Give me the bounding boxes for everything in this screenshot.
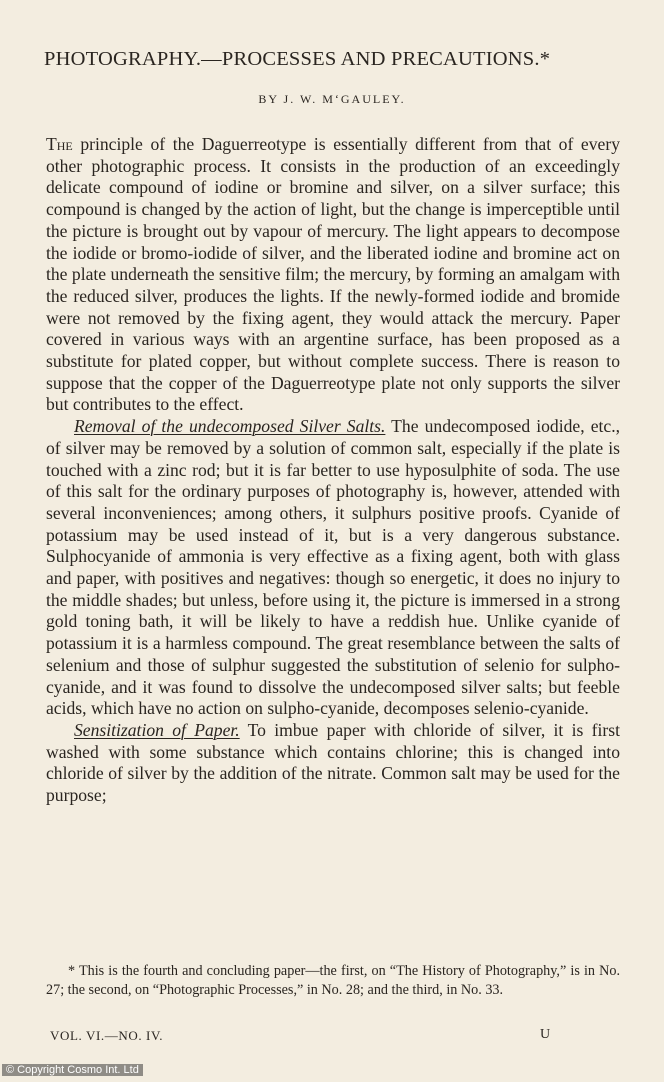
signature-mark: U bbox=[540, 1027, 551, 1042]
volume-signature: VOL. VI.—NO. IV. bbox=[50, 1028, 164, 1043]
section-heading-removal: Removal of the undecomposed Silver Salts. bbox=[74, 416, 386, 437]
footnote: * This is the fourth and concluding paper—the first, on “The History of Photography,” is in No. 27; the second, on “Photographic Processes,” in No. 28; and the third, in No. 33. bbox=[46, 963, 620, 998]
section-heading-sensitization: Sensitization of Paper. bbox=[74, 719, 240, 740]
paragraph-lead-word: The bbox=[46, 134, 73, 154]
article-title: PHOTOGRAPHY.—PROCESSES AND PRECAUTIONS.* bbox=[44, 48, 551, 70]
paragraph-1 bbox=[46, 134, 620, 416]
paragraph-1-text: principle of the Daguerreotype is essentially different from that of every other photographic process. It consists in the production of an exceedingly delicate compound of iodine or bromine and silver, on a silver surface; this compound is changed by the action of light, but the change is imperceptible until the picture is brought out by vapour of mercury. The light appears to decompose the iodide or bromo-iodide of silver, and the liberated iodine and bromine act on the plate underneath the sensitive film; the mercury, by forming an amalgam with the reduced silver, produces the lights. If the newly-formed iodide and bromide were not removed by the fixing agent, they would attack the mercury. Paper covered in various ways with an argentine surface, has been proposed as a substitute for plated copper, but without complete success. There is reason to suppose that the copper of the Daguerreotype plate not only supports the silver but contributes to the effect. bbox=[46, 134, 620, 415]
author-byline: BY J. W. M‘GAULEY. bbox=[258, 92, 406, 106]
paragraph-3 bbox=[46, 720, 620, 807]
copyright-watermark: © Copyright Cosmo Int. Ltd bbox=[2, 1064, 143, 1076]
paragraph-3-text: To imbue paper with chloride of silver, it is first washed with some substance which contains chlorine; this is changed into chloride of silver by the addition of the nitrate. Common salt may be used for the purpose; bbox=[46, 719, 620, 806]
paragraph-2 bbox=[46, 416, 620, 720]
paragraph-2-text: The undecomposed iodide, etc., of silver may be removed by a solution of common salt, especially if the plate is touched with a zinc rod; but it is far better to use hyposulphite of soda. The use of this salt for the ordinary purposes of photography is, however, attended with several inconveniences; among others, it sulphurs positive proofs. Cyanide of potassium may be used instead of it, but is a very dangerous substance. Sulphocyanide of ammonia is very effective as a fixing agent, both with glass and paper, with positives and negatives: though so energetic, it does no injury to the middle shades; but unless, before using it, the picture is immersed in a strong gold toning bath, it will be likely to have a reddish hue. Unlike cyanide of potassium it is a harmless compound. The great resemblance between the salts of selenium and those of sulphur suggested the substitution of selenio for sulpho-cyanide, and it was found to dissolve the undecomposed silver salts; but feeble acids, which have no action on sulpho-cyanide, decomposes selenio-cyanide. bbox=[46, 416, 620, 719]
article-body bbox=[46, 134, 620, 807]
